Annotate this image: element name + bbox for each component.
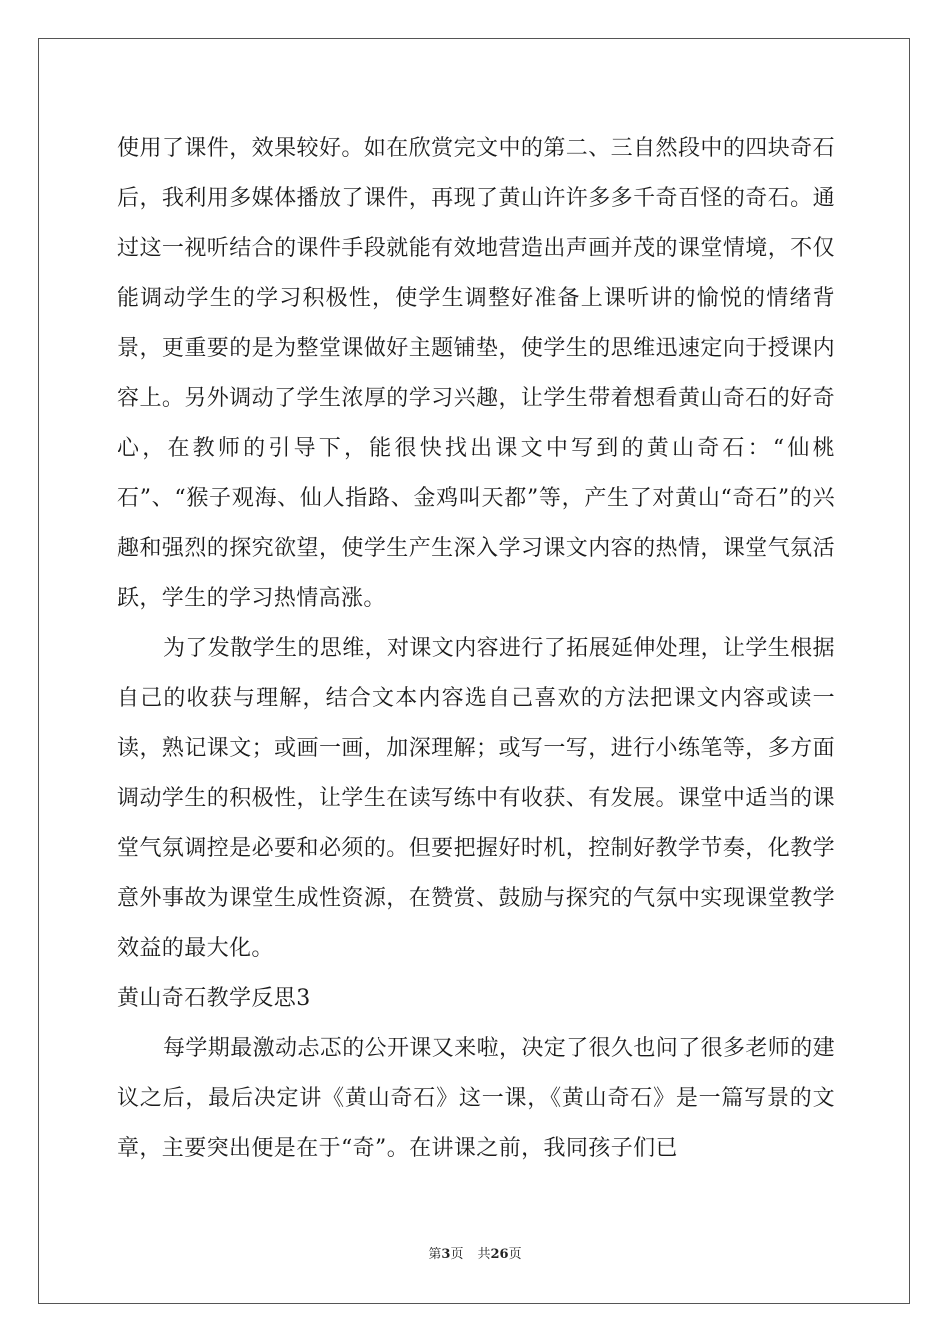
paragraph-expansion: 为了发散学生的思维，对课文内容进行了拓展延伸处理，让学生根据自己的收获与理解，结合文本内容选自己喜欢的方法把课文内容或读一读，熟记课文；或画一画，加深理解；或写一写，进行小练笔等，多方面调动学生的积极性，让学生在读写练中有收获、有发展。课堂中适当的课堂气氛调控是必要和必须的。但要把握好时机，控制好教学节奏，化教学意外事故为课堂生成性资源，在赞赏、鼓励与探究的气氛中实现课堂教学效益的最大化。: [117, 636, 836, 961]
total-prefix: 共: [477, 1247, 491, 1262]
page-suffix: 页: [450, 1247, 464, 1262]
page-footer: [0, 1245, 950, 1265]
paragraph-section-start: 每学期最激动忐忑的公开课又来啦，决定了很久也问了很多老师的建议之后，最后决定讲《黄山奇石》这一课，《黄山奇石》是一篇写景的文章，主要突出便是在于“奇”。在讲课之前，我同孩子们已: [117, 1036, 836, 1161]
page-prefix: 第: [428, 1247, 442, 1262]
total-page-count: 26: [490, 1247, 509, 1262]
current-page-number: 3: [441, 1247, 451, 1262]
total-suffix: 页: [508, 1247, 522, 1262]
paragraph-continued: 使用了课件，效果较好。如在欣赏完文中的第二、三自然段中的四块奇石后，我利用多媒体播放了课件，再现了黄山许许多多千奇百怪的奇石。通过这一视听结合的课件手段就能有效地营造出声画并茂的课堂情境，不仅能调动学生的学习积极性，使学生调整好准备上课听讲的愉悦的情绪背景，更重要的是为整堂课做好主题铺垫，使学生的思维迅速定向于授课内容上。另外调动了学生浓厚的学习兴趣，让学生带着想看黄山奇石的好奇心，在教师的引导下，能很快找出课文中写到的黄山奇石：“仙桃石”、“猴子观海、仙人指路、金鸡叫天都”等，产生了对黄山“奇石”的兴趣和强烈的探究欲望，使学生产生深入学习课文内容的热情，课堂气氛活跃，学生的学习热情高涨。: [117, 136, 835, 611]
section-heading: 黄山奇石教学反思3: [117, 986, 311, 1011]
document-body: [117, 124, 835, 1174]
